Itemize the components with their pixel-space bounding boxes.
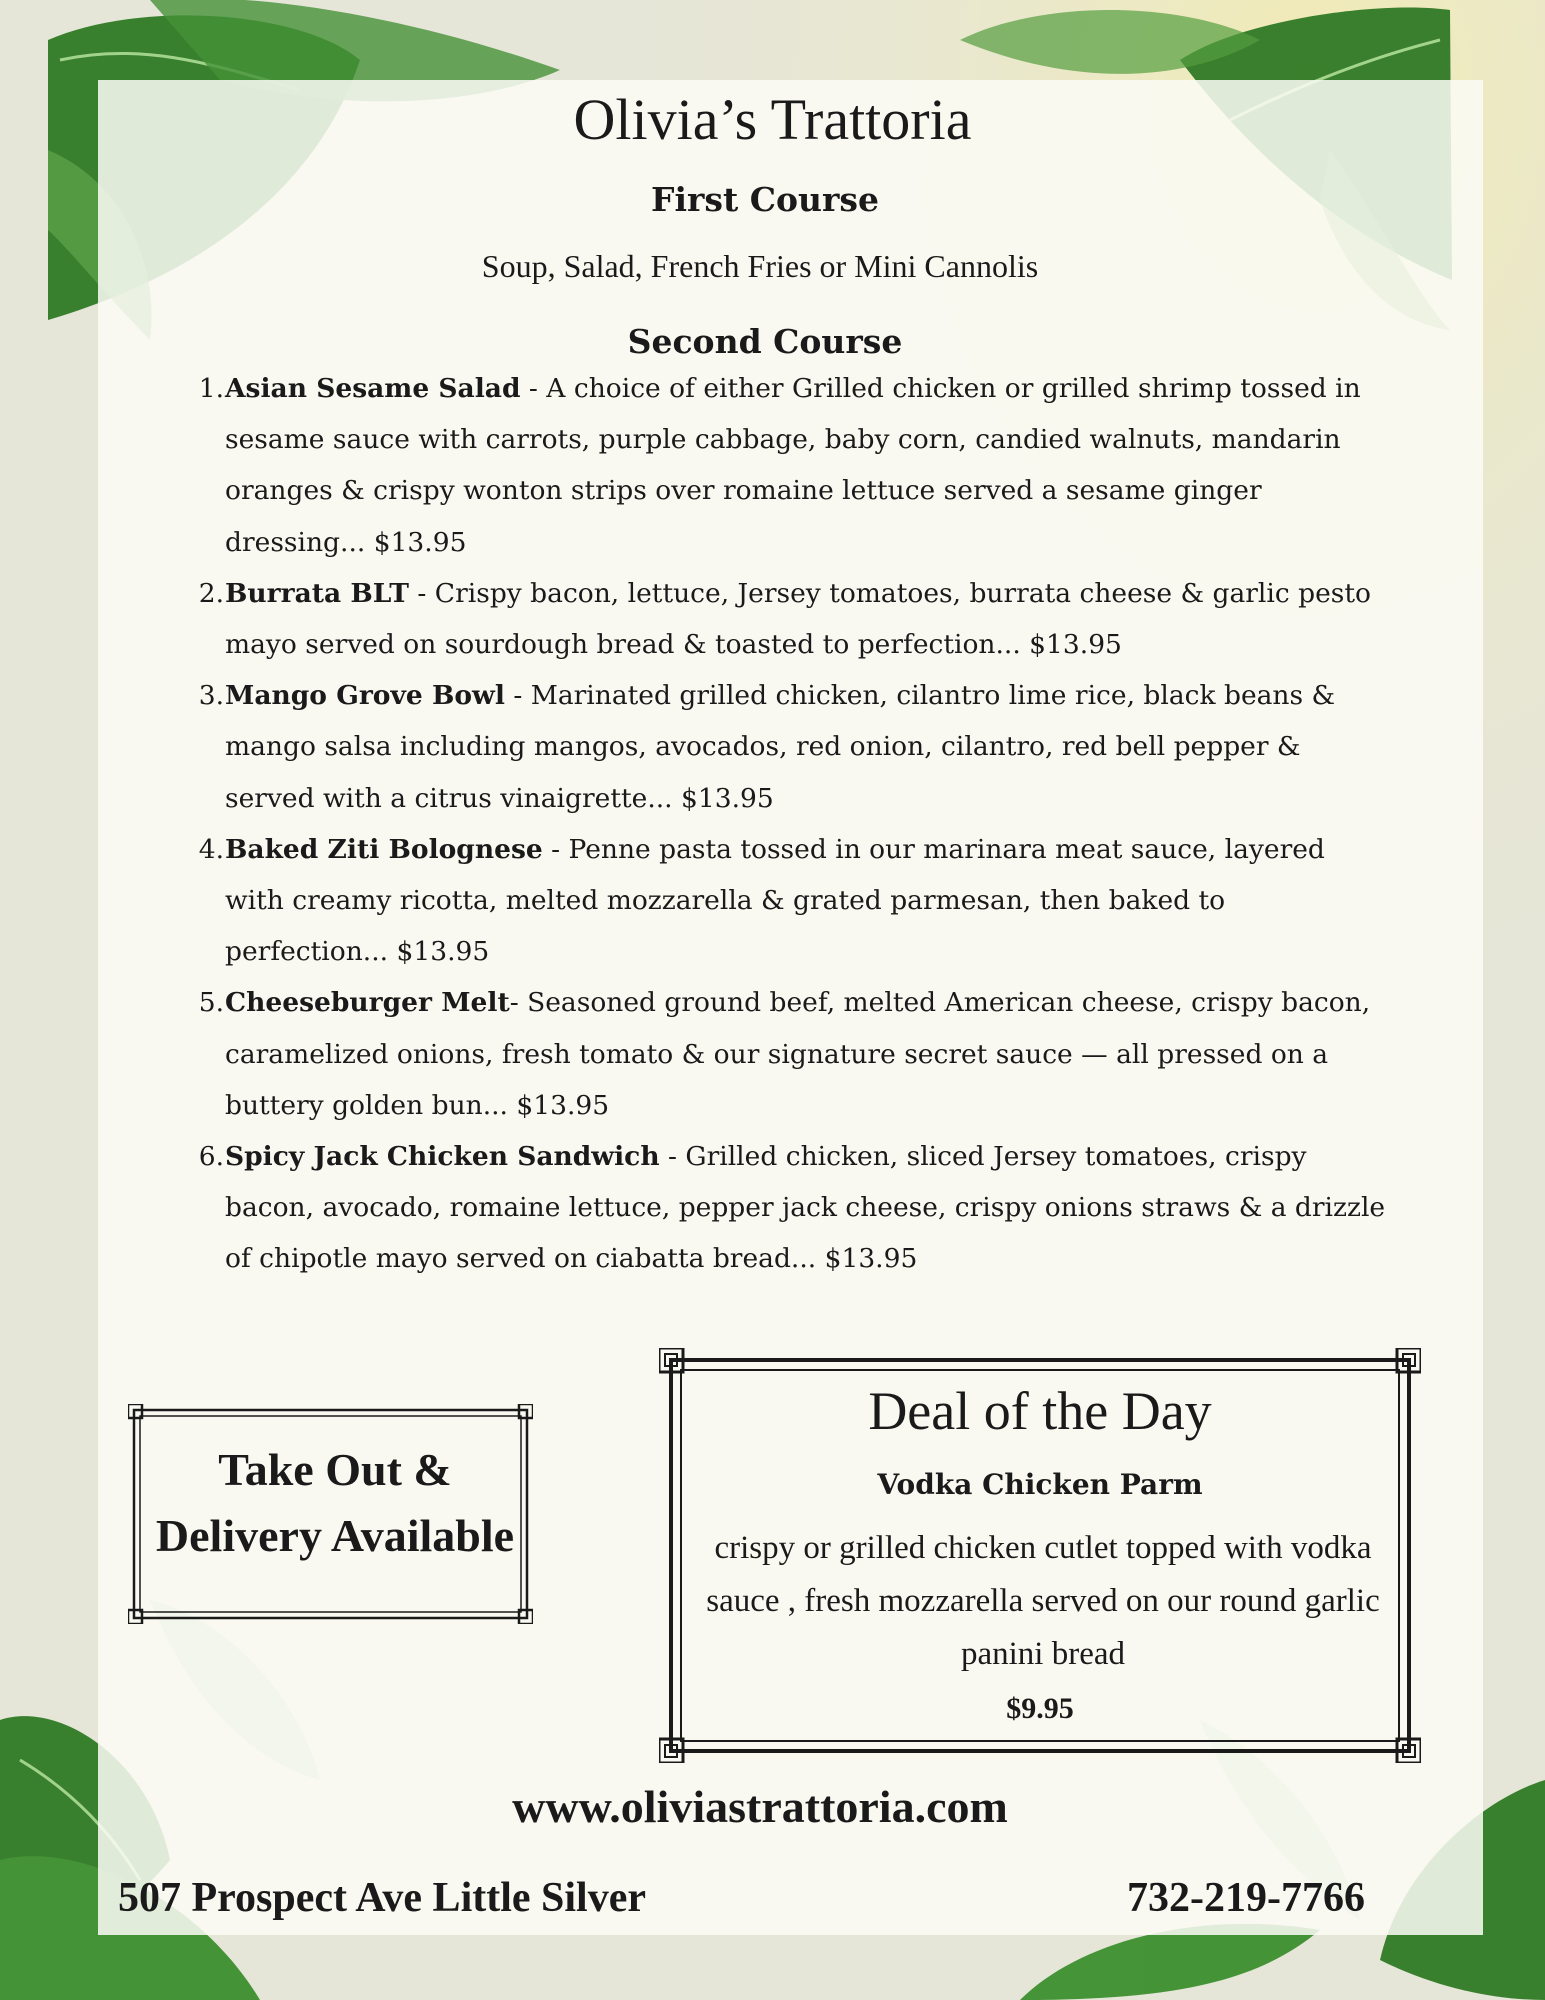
deal-description: crispy or grilled chicken cutlet topped with vodka sauce , fresh mozzarella served on our round garlic panini bread [706,1530,1380,1672]
item-number: 3. [198,680,224,712]
takeout-line-1: Take Out & [218,1444,452,1495]
item-description: - Marinated grilled chicken, cilantro lime rice, black beans & mango salsa including mangos, avocados, red onion, cilantro, red bell pepper & served with a citrus vinaigrette... $13.95 [225,680,1336,814]
deal-price: $9.95 [1006,1692,1074,1725]
item-name: Mango Grove Bowl [225,680,505,712]
first-course-items: Soup, Salad, French Fries or Mini Cannolis [481,248,1039,284]
takeout-line-2: Delivery Available [155,1510,515,1561]
item-name: Asian Sesame Salad [225,373,521,404]
item-number: 1. [198,373,224,404]
item-number: 6. [198,1141,224,1173]
website-link[interactable]: www.oliviastrattoria.com [512,1781,1008,1832]
item-name: Burrata BLT [225,577,409,609]
item-description: - Seasoned ground beef, melted American cheese, crispy bacon, caramelized onions, fresh tomato & our signature secret sauce — all pressed on a buttery golden bun... $13.95 [225,987,1371,1121]
item-number: 2. [198,577,224,609]
restaurant-title: Olivia’s Trattoria [573,87,972,152]
menu-item [190,824,1390,978]
item-number: 5. [198,987,224,1019]
deal-title: Deal of the Day [868,1381,1212,1441]
menu-item [190,568,1390,670]
item-description: - A choice of either Grilled chicken or grilled shrimp tossed in sesame sauce with carrots, purple cabbage, baby corn, candied walnuts, mandarin oranges & crispy wonton strips over romaine lettuce served a sesame ginger dressing... $13.95 [225,373,1361,558]
address: 507 Prospect Ave Little Silver [118,1875,646,1921]
item-description: - Grilled chicken, sliced Jersey tomatoes, crispy bacon, avocado, romaine lettuce, pepper jack cheese, crispy onions straws & a drizzle of chipotle mayo served on ciabatta bread... $13.95 [225,1141,1386,1275]
item-number: 4. [198,833,224,865]
item-description: - Penne pasta tossed in our marinara meat sauce, layered with creamy ricotta, melted mozzarella & grated parmesan, then baked to perfection... $13.95 [225,833,1325,968]
item-name: Spicy Jack Chicken Sandwich [225,1141,660,1173]
menu-item [190,363,1390,568]
item-name: Baked Ziti Bolognese [225,833,543,865]
phone-number[interactable]: 732-219-7766 [1127,1875,1365,1921]
second-course-heading: Second Course [627,322,903,361]
takeout-delivery-notice [140,1437,530,1569]
menu-item [190,977,1390,1131]
deal-dish-name: Vodka Chicken Parm [877,1468,1203,1501]
menu-item [190,670,1390,824]
item-name: Cheeseburger Melt [225,987,510,1019]
second-course-list [190,363,1390,1285]
first-course-heading: First Course [651,180,879,219]
item-description: - Crispy bacon, lettuce, Jersey tomatoes, burrata cheese & garlic pesto mayo served on sourdough bread & toasted to perfection... $13.95 [225,577,1371,661]
menu-item [190,1131,1390,1285]
